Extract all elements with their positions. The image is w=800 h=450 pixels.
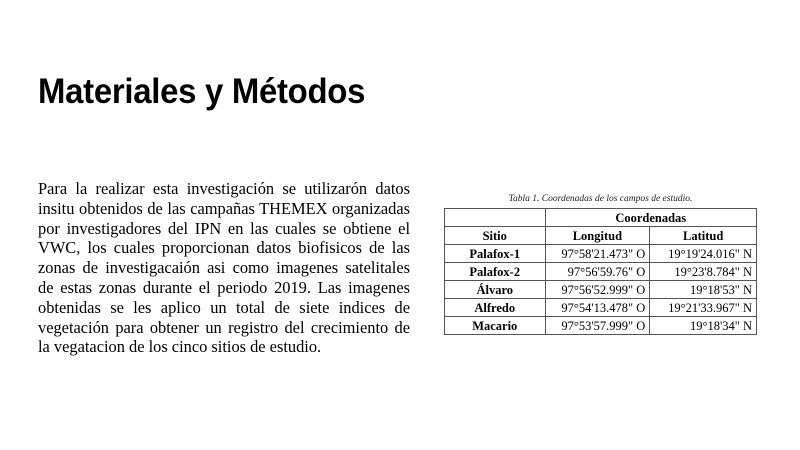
- table-row: [445, 281, 757, 299]
- longitude-value: 97°56'52.999" O: [545, 281, 650, 299]
- latitude-value: 19°21'33.967" N: [650, 299, 757, 317]
- slide-title: Materiales y Métodos: [38, 72, 366, 111]
- header-sitio: Sitio: [445, 227, 546, 245]
- longitude-value: 97°54'13.478" O: [545, 299, 650, 317]
- table-row: [445, 317, 757, 335]
- site-name: Palafox-1: [445, 245, 546, 263]
- empty-header-cell: [445, 209, 546, 227]
- latitude-value: 19°18'53" N: [650, 281, 757, 299]
- table-row: [445, 245, 757, 263]
- longitude-value: 97°56'59.76" O: [545, 263, 650, 281]
- latitude-value: 19°19'24.016" N: [650, 245, 757, 263]
- coordinates-group-header: Coordenadas: [545, 209, 756, 227]
- header-longitud: Longitud: [545, 227, 650, 245]
- table-row: [445, 299, 757, 317]
- table-row: [445, 263, 757, 281]
- site-name: Palafox-2: [445, 263, 546, 281]
- longitude-value: 97°53'57.999" O: [545, 317, 650, 335]
- table-group-header-row: [445, 209, 757, 227]
- site-name: Macario: [445, 317, 546, 335]
- longitude-value: 97°58'21.473" O: [545, 245, 650, 263]
- table-header-row: [445, 227, 757, 245]
- site-name: Álvaro: [445, 281, 546, 299]
- table-caption: Tabla 1. Coordenadas de los campos de estudio.: [508, 194, 693, 204]
- latitude-value: 19°23'8.784" N: [650, 263, 757, 281]
- coordinates-table: [444, 208, 757, 335]
- methods-paragraph: Para la realizar esta investigación se utilizarón datos insitu obtenidos de las campañas THEMEX organizadas por investigadores del IPN en las cuales se obtiene el VWC, los cuales proporcionan datos biofisicos de las zonas de investigacaión asi como imagenes satelitales de estas zonas durante el periodo 2019. Las imagenes obtenidas se les aplico un total de siete indices de vegetación para obtener un registro del crecimiento de la vegatacion de los cinco sitios de estudio.: [38, 179, 410, 357]
- site-name: Alfredo: [445, 299, 546, 317]
- latitude-value: 19°18'34" N: [650, 317, 757, 335]
- header-latitud: Latitud: [650, 227, 757, 245]
